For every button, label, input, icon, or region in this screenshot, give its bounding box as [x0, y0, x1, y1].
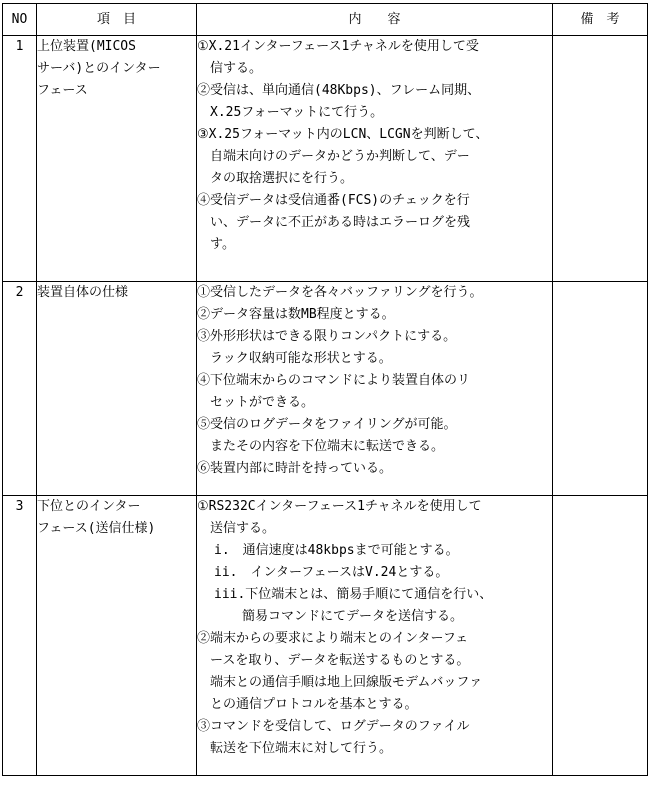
content-line: ③X.25フォーマット内のLCN、LCGNを判断して、 [197, 127, 489, 142]
content-line: ③コマンドを受信して、ログデータのファイル [197, 719, 470, 734]
content-cell [197, 36, 553, 282]
content-line: ①RS232Cインターフェース1チャネルを使用して [197, 499, 482, 514]
header-no: NO [3, 4, 37, 36]
content-line: 転送を下位端末に対して行う。 [210, 741, 393, 756]
content-cell [197, 496, 553, 776]
remarks-cell [553, 496, 648, 776]
content-cell [197, 282, 553, 496]
remarks-cell [553, 36, 648, 282]
content-line: 自端末向けのデータかどうか判断して、デー [210, 149, 470, 164]
content-line: ⑤受信のログデータをファイリングが可能。 [197, 417, 457, 432]
spec-table [2, 3, 648, 776]
content-line: ④下位端末からのコマンドにより装置自体のリ [197, 373, 471, 388]
content-line: 送信する。 [210, 521, 276, 536]
item-line: 装置自体の仕様 [37, 285, 129, 300]
content-line: ①X.21インターフェース1チャネルを使用して受 [197, 39, 479, 54]
content-line: ⑥装置内部に時計を持っている。 [197, 461, 393, 476]
content-line: す。 [210, 237, 235, 252]
header-content: 内 容 [197, 4, 553, 36]
item-line: 下位とのインター [37, 499, 141, 514]
content-line: iii.下位端末とは、簡易手順にて通信を行い、 [214, 587, 493, 602]
item-line: フェース(送信仕様) [37, 521, 156, 536]
table-row [3, 36, 648, 282]
row-number: 3 [3, 496, 37, 776]
item-line: フェース [37, 83, 88, 98]
item-cell [37, 36, 197, 282]
content-line: X.25フォーマットにて行う。 [210, 105, 384, 120]
table-row [3, 282, 648, 496]
content-line: ②端末からの要求により端末とのインターフェ [197, 631, 469, 646]
content-line: ラック収納可能な形状とする。 [210, 351, 392, 366]
content-line: 簡易コマンドにてデータを送信する。 [242, 609, 464, 624]
item-line: 上位装置(MICOS [37, 39, 136, 54]
content-line: 信する。 [210, 61, 263, 76]
content-line: ii. インターフェースはV.24とする。 [214, 565, 449, 580]
content-line: ④受信データは受信通番(FCS)のチェックを行 [197, 193, 470, 208]
header-item: 項 目 [37, 4, 197, 36]
content-line: との通信プロトコルを基本とする。 [210, 697, 418, 712]
content-line: 端末との通信手順は地上回線版モデムバッファ [210, 675, 483, 690]
item-line: サーバ)とのインター [37, 61, 161, 76]
row-number: 2 [3, 282, 37, 496]
content-line: ③外形形状はできる限りコンパクトにする。 [197, 329, 457, 344]
content-line: ①受信したデータを各々バッファリングを行う。 [197, 285, 483, 300]
row-number: 1 [3, 36, 37, 282]
content-line: い、データに不正がある時はエラーログを残 [210, 215, 471, 230]
table-row [3, 496, 648, 776]
content-line: またその内容を下位端末に転送できる。 [210, 439, 445, 454]
content-line: ②受信は、単向通信(48Kbps)、フレーム同期、 [197, 83, 481, 98]
content-line: i. 通信速度は48kbpsまで可能とする。 [214, 543, 459, 558]
content-line: セットができる。 [210, 395, 315, 410]
item-cell [37, 282, 197, 496]
content-line: ②データ容量は数MB程度とする。 [197, 307, 395, 322]
header-row [3, 4, 648, 36]
item-cell [37, 496, 197, 776]
header-remarks: 備 考 [553, 4, 648, 36]
content-line: タの取捨選択にを行う。 [210, 171, 354, 186]
content-line: ースを取り、データを転送するものとする。 [210, 653, 470, 668]
remarks-cell [553, 282, 648, 496]
